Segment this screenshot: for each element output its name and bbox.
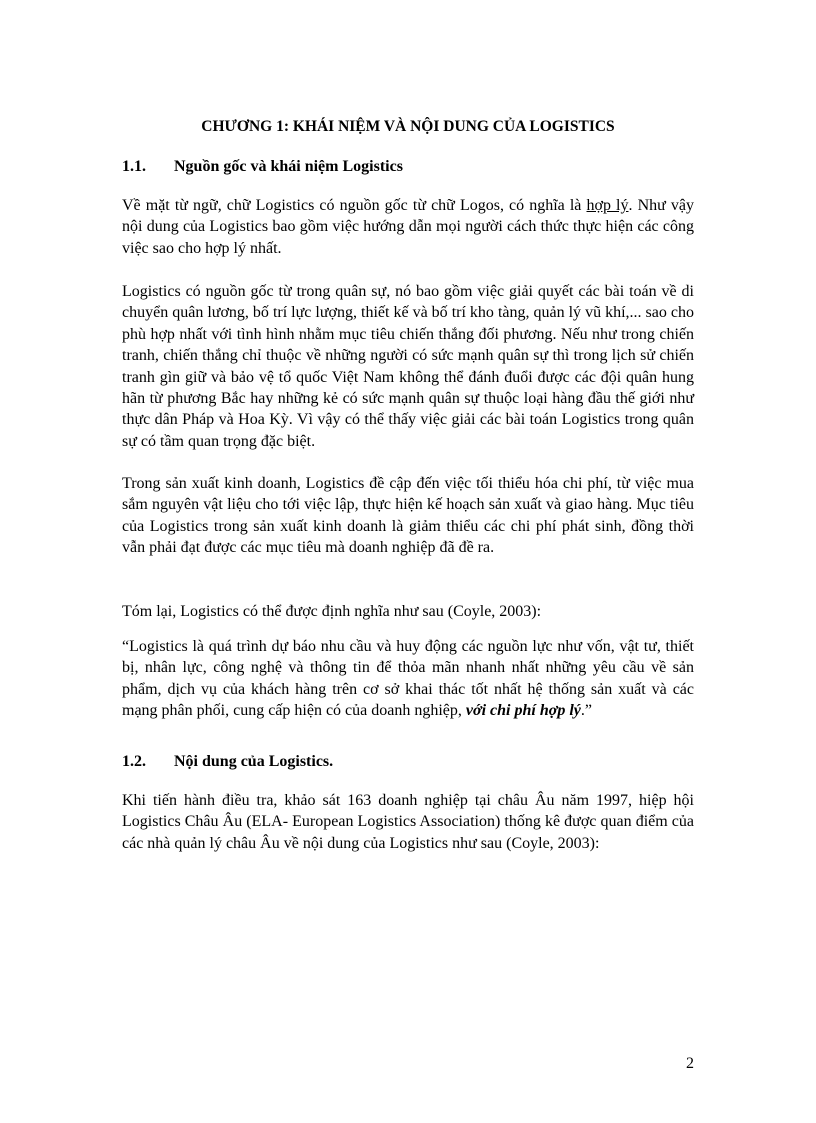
section-heading-1-1 bbox=[122, 158, 403, 176]
underlined-term: hợp lý bbox=[586, 197, 629, 214]
section-number: 1.2. bbox=[122, 753, 146, 770]
page-number: 2 bbox=[686, 1055, 694, 1072]
definition-quote bbox=[122, 636, 694, 722]
paragraph-text: . Như vậy nội dung của Logistics bao gồm việc hướng dẫn mọi người cách thức thực hiện các công việc sao cho hợp lý nhất. bbox=[122, 197, 695, 257]
paragraph-ela-survey: Khi tiến hành điều tra, khảo sát 163 doanh nghiệp tại châu Âu năm 1997, hiệp hội Logistics Châu Âu (ELA- European Logistics Association) thống kê được quan điểm của các nhà quản lý châu Âu về nội dung của Logistics như sau (Coyle, 2003): bbox=[122, 792, 694, 852]
section-heading-1-2 bbox=[122, 753, 333, 771]
quote-closing: .” bbox=[580, 702, 592, 720]
paragraph-military: Logistics có nguồn gốc từ trong quân sự, nó bao gồm việc giải quyết các bài toán về di chuyển quân lương, bố trí lực lượng, thiết kế và bố trí kho tàng, quản lý vũ khí,... sao cho phù hợp nhất với tình hình nhằm mục tiêu chiến thắng đối phương. Nếu như trong chiến tranh, chiến thắng chỉ thuộc về những người có sức mạnh quân sự thì trong lịch sử chiến tranh gìn giữ và bảo vệ tổ quốc Việt Nam không thể đánh đuổi được các đội quân hung hãn từ phương Bắc hay những kẻ có sức mạnh quân sự thuộc loại hàng đầu thế giới như thực dân Pháp và Hoa Kỳ. Vì vậy có thể thấy việc giải các bài toán Logistics trong quân sự có tầm quan trọng đặc biệt. bbox=[122, 283, 694, 450]
section-title: Nguồn gốc và khái niệm Logistics bbox=[174, 158, 403, 175]
section-title: Nội dung của Logistics. bbox=[174, 753, 334, 770]
chapter-title: CHƯƠNG 1: KHÁI NIỆM VÀ NỘI DUNG CỦA LOGISTICS bbox=[201, 118, 615, 135]
paragraph-text: Về mặt từ ngữ, chữ Logistics có nguồn gốc từ chữ Logos, có nghĩa là bbox=[122, 197, 587, 214]
section-number: 1.1. bbox=[122, 158, 146, 175]
document-page bbox=[122, 0, 694, 1123]
paragraph-business: Trong sản xuất kinh doanh, Logistics đề cập đến việc tối thiểu hóa chi phí, từ việc mua sắm nguyên vật liệu cho tới việc lập, thực hiện kế hoạch sản xuất và giao hàng. Mục tiêu của Logistics trong sản xuất kinh doanh là giảm thiểu các chi phí phát sinh, đồng thời vẫn phải đạt được các mục tiêu mà doanh nghiệp đã đề ra. bbox=[122, 475, 694, 557]
quote-text: “Logistics là quá trình dự báo nhu cầu và huy động các nguồn lực như vốn, vật tư, thiết bị, nhân lực, công nghệ và thông tin để thỏa mãn nhanh nhất những yêu cầu về sản phẩm, dịch vụ của khách hàng trên cơ sở khai thác tốt nhất hệ thống sản xuất và các mạng phân phối, cung cấp hiện có của doanh nghiệp, bbox=[122, 638, 694, 720]
paragraph-summary: Tóm lại, Logistics có thể được định nghĩa như sau (Coyle, 2003): bbox=[122, 603, 542, 620]
quote-emphasis: với chi phí hợp lý bbox=[465, 702, 581, 720]
paragraph-origin bbox=[122, 195, 694, 259]
